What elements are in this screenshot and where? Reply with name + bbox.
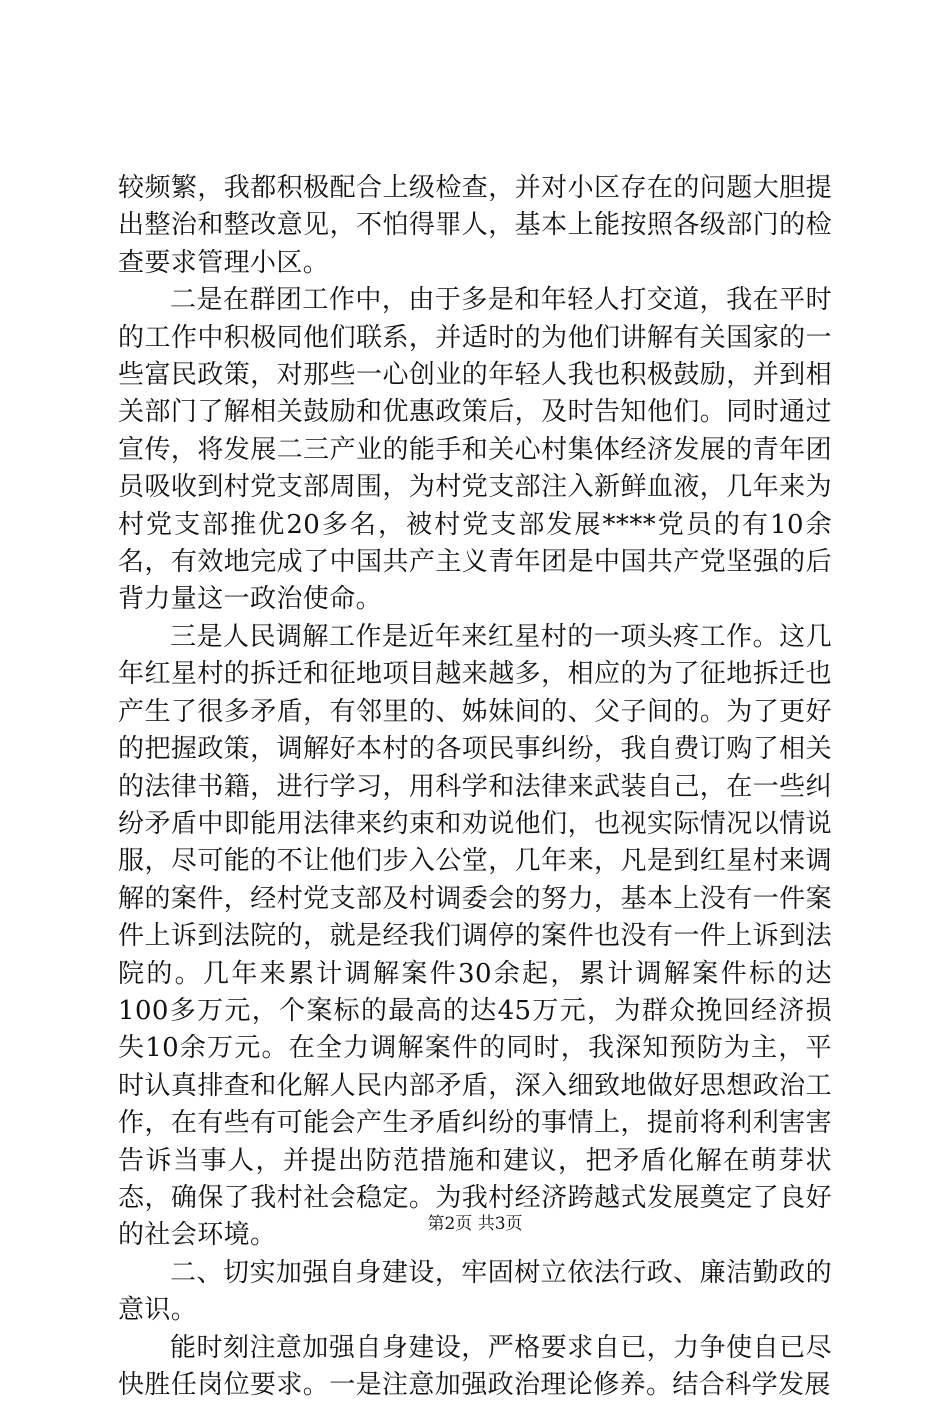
paragraph-continuation: 较频繁，我都积极配合上级检查，并对小区存在的问题大胆提出整治和整改意见，不怕得罪人，基本上能按照各级部门的检查要求管理小区。 bbox=[118, 173, 832, 278]
paragraph-youth-league-work: 二是在群团工作中，由于多是和年轻人打交道，我在平时的工作中积极同他们联系，并适时的为他们讲解有关国家的一些富民政策，对那些一心创业的年轻人我也积极鼓励，并到相关部门了解相关鼓励和优惠政策后，及时告知他们。同时通过宣传，将发展二三产业的能手和关心村集体经济发展的青年团员吸收到村党支部周围，为村党支部注入新鲜血液，几年来为村党支部推优20多名，被村党支部发展****党员的有10余名，有效地完成了中国共产主义青年团是中国共产党坚强的后背力量这一政治使命。 bbox=[118, 285, 832, 615]
page-footer: 第2页 共3页 bbox=[427, 1214, 523, 1234]
paragraph-mediation-work: 三是人民调解工作是近年来红星村的一项头疼工作。这几年红星村的拆迁和征地项目越来越多，相应的为了征地拆迁也产生了很多矛盾，有邻里的、姊妹间的、父子间的。为了更好的把握政策，调解好本村的各项民事纠纷，我自费订购了相关的法律书籍，进行学习，用科学和法律来武装自己，在一些纠纷矛盾中即能用法律来约束和劝说他们，也视实际情况以情说服，尽可能的不让他们步入公堂，几年来，凡是到红星村来调解的案件，经村党支部及村调委会的努力，基本上没有一件案件上诉到法院的，就是经我们调停的案件也没有一件上诉到法院的。几年来累计调解案件30余起，累计调解案件标的达100多万元，个案标的最高的达45万元，为群众挽回经济损失10余万元。在全力调解案件的同时，我深知预防为主，平时认真排查和化解人民内部矛盾，深入细致地做好思想政治工作，在有些有可能会产生矛盾纠纷的事情上，提前将利利害害告诉当事人，并提出防范措施和建议，把矛盾化解在萌芽状态，确保了我村社会稳定。为我村经济跨越式发展奠定了良好的社会环境。 bbox=[118, 621, 832, 1251]
section-heading-self-building: 二、切实加强自身建设，牢固树立依法行政、廉洁勤政的意识。 bbox=[118, 1257, 832, 1326]
paragraph-self-building: 能时刻注意加强自身建设，严格要求自已，力争使自已尽快胜任岗位要求。一是注意加强政治理论修养。结合科学发展 bbox=[118, 1332, 832, 1400]
